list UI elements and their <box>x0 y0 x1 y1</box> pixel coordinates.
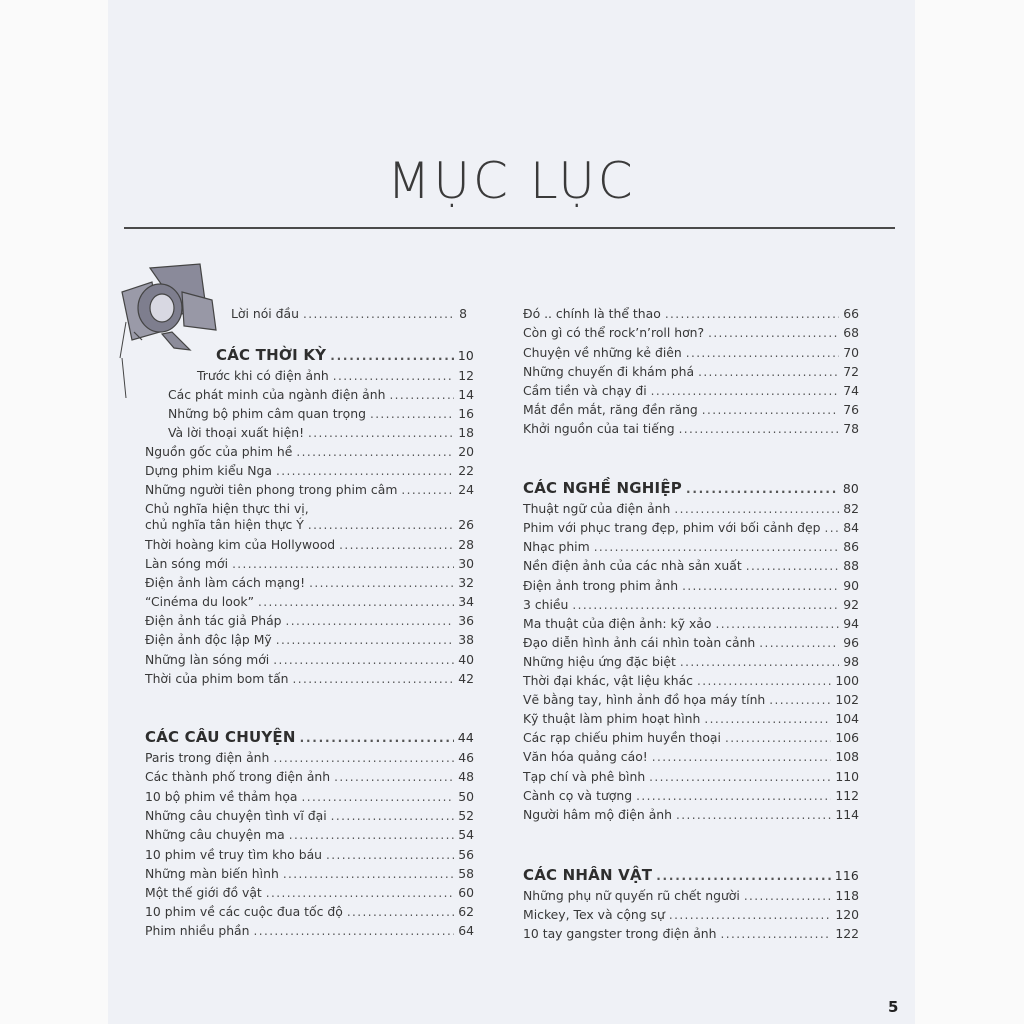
toc-entry-page: 14 <box>458 387 474 402</box>
dot-leader <box>331 809 455 823</box>
toc-entry[interactable] <box>145 923 474 938</box>
toc-entry-title: chủ nghĩa tân hiện thực Ý <box>145 517 304 532</box>
toc-entry[interactable] <box>145 463 474 478</box>
toc-entry-page: 96 <box>843 635 859 650</box>
toc-entry-title: Mắt đền mắt, răng đền răng <box>523 402 698 417</box>
toc-entry[interactable] <box>145 750 474 765</box>
toc-entry-page: 66 <box>843 306 859 321</box>
toc-entry-title: Điện ảnh trong phim ảnh <box>523 578 679 593</box>
toc-entry-page: 64 <box>458 923 474 938</box>
dot-leader <box>594 540 840 554</box>
background-right <box>915 0 1024 1024</box>
toc-entry-line1: Chủ nghĩa hiện thực thi vị, <box>145 501 309 516</box>
toc-entry-title: Những câu chuyện tình vĩ đại <box>145 808 327 823</box>
toc-entry-page: 102 <box>835 692 859 707</box>
dot-leader <box>656 869 831 883</box>
toc-entry[interactable] <box>523 692 859 707</box>
toc-entry-page: 62 <box>458 904 474 919</box>
dot-leader <box>300 731 454 745</box>
toc-entry-title: Thuật ngữ của điện ảnh <box>523 501 671 516</box>
dot-leader <box>302 790 455 804</box>
toc-entry[interactable] <box>145 444 474 459</box>
toc-entry[interactable] <box>523 730 859 745</box>
toc-entry-title: Dựng phim kiểu Nga <box>145 463 272 478</box>
toc-entry-page: 30 <box>458 556 474 571</box>
toc-entry-page: 104 <box>835 711 859 726</box>
toc-entry-page: 46 <box>458 750 474 765</box>
toc-entry-page: 68 <box>843 325 859 340</box>
toc-entry[interactable] <box>523 673 859 688</box>
toc-entry-title: Vẽ bằng tay, hình ảnh đồ họa máy tính <box>523 692 766 707</box>
dot-leader <box>370 407 454 421</box>
dot-leader <box>258 595 454 609</box>
dot-leader <box>308 518 454 532</box>
toc-section-stories[interactable] <box>145 728 474 746</box>
dot-leader <box>825 521 840 535</box>
toc-entry-page: 34 <box>458 594 474 609</box>
toc-entry[interactable] <box>145 808 474 823</box>
toc-entry-title: Làn sóng mới <box>145 556 229 571</box>
toc-entry-page: 110 <box>835 769 859 784</box>
toc-entry-title: Kỹ thuật làm phim hoạt hình <box>523 711 701 726</box>
toc-entry[interactable] <box>145 866 474 881</box>
toc-entry[interactable] <box>145 517 474 532</box>
toc-entry[interactable] <box>523 926 859 941</box>
toc-entry-page: 100 <box>835 673 859 688</box>
toc-entry-title: Lời nói đầu <box>231 306 299 321</box>
toc-entry[interactable] <box>523 325 859 340</box>
toc-entry-page: 54 <box>458 827 474 842</box>
toc-entry-page: 84 <box>843 520 859 535</box>
toc-entry-page: 90 <box>843 578 859 593</box>
toc-entry-page: 56 <box>458 847 474 862</box>
dot-leader <box>674 502 839 516</box>
dot-leader <box>330 349 454 363</box>
toc-section-periods[interactable] <box>216 346 474 364</box>
toc-entry-title: Cầm tiền và chạy đi <box>523 383 647 398</box>
title-divider <box>124 227 895 229</box>
dot-leader <box>276 633 454 647</box>
toc-entry[interactable] <box>523 539 859 554</box>
toc-entry[interactable] <box>145 556 474 571</box>
toc-entry[interactable] <box>523 558 859 573</box>
toc-entry[interactable] <box>523 364 859 379</box>
toc-entry-title: Các thành phố trong điện ảnh <box>145 769 331 784</box>
toc-entry-page: 118 <box>835 888 859 903</box>
dot-leader <box>347 905 454 919</box>
dot-leader <box>636 789 831 803</box>
toc-entry-page: 114 <box>835 807 859 822</box>
toc-entry-title: Những phụ nữ quyến rũ chết người <box>523 888 740 903</box>
toc-entry-title: 3 chiều <box>523 597 569 612</box>
dot-leader <box>686 482 839 496</box>
toc-entry[interactable] <box>523 616 859 631</box>
toc-entry-title: Cành cọ và tượng <box>523 788 633 803</box>
toc-entry-title: Những bộ phim câm quan trọng <box>168 406 366 421</box>
dot-leader <box>725 731 831 745</box>
dot-leader <box>697 674 831 688</box>
toc-entry-title: Một thế giới đồ vật <box>145 885 262 900</box>
dot-leader <box>273 751 454 765</box>
toc-entry[interactable] <box>523 769 859 784</box>
toc-entry-title: Đó .. chính là thể thao <box>523 306 661 321</box>
toc-entry-page: 42 <box>458 671 474 686</box>
toc-entry-title: Nền điện ảnh của các nhà sản xuất <box>523 558 742 573</box>
toc-entry[interactable] <box>523 345 859 360</box>
toc-entry-page: 22 <box>458 463 474 478</box>
dot-leader <box>649 770 831 784</box>
toc-entry-title: Còn gì có thể rock’n’roll hơn? <box>523 325 705 340</box>
toc-entry[interactable] <box>168 425 474 440</box>
toc-entry[interactable] <box>145 847 474 862</box>
toc-entry-title: 10 phim về các cuộc đua tốc độ <box>145 904 343 919</box>
section-title: CÁC NGHỀ NGHIỆP <box>523 479 682 497</box>
toc-entry-page: 70 <box>843 345 859 360</box>
toc-entry[interactable] <box>145 632 474 647</box>
toc-entry-page: 82 <box>843 501 859 516</box>
section-title: CÁC NHÂN VẬT <box>523 866 653 884</box>
toc-entry-title: Trước khi có điện ảnh <box>197 368 329 383</box>
toc-entry-page: 8 <box>459 306 467 321</box>
dot-leader <box>232 557 454 571</box>
dot-leader <box>702 403 839 417</box>
toc-entry[interactable] <box>145 769 474 784</box>
dot-leader <box>698 365 839 379</box>
dot-leader <box>651 384 840 398</box>
toc-entry-title: Các rạp chiếu phim huyền thoại <box>523 730 721 745</box>
toc-entry-page: 106 <box>835 730 859 745</box>
toc-entry-page: 12 <box>458 368 474 383</box>
toc-entry-page: 98 <box>843 654 859 669</box>
toc-entry-title: Nguồn gốc của phim hề <box>145 444 293 459</box>
toc-entry-title: Đạo diễn hình ảnh cái nhìn toàn cảnh <box>523 635 756 650</box>
toc-entry[interactable] <box>145 613 474 628</box>
dot-leader <box>665 307 839 321</box>
section-title: CÁC THỜI KỲ <box>216 346 327 364</box>
toc-entry-page: 120 <box>835 907 859 922</box>
toc-entry-page: 74 <box>843 383 859 398</box>
toc-entry-page: 36 <box>458 613 474 628</box>
toc-entry[interactable] <box>523 711 859 726</box>
toc-entry-title: Và lời thoại xuất hiện! <box>168 425 305 440</box>
toc-entry-page: 72 <box>843 364 859 379</box>
toc-entry-page: 78 <box>843 421 859 436</box>
toc-entry-title: 10 phim về truy tìm kho báu <box>145 847 323 862</box>
dot-leader <box>676 808 831 822</box>
toc-entry-title: Những màn biến hình <box>145 866 279 881</box>
toc-entry[interactable] <box>523 807 859 822</box>
toc-entry-title: Chuyện về những kẻ điên <box>523 345 682 360</box>
toc-entry[interactable] <box>523 520 859 535</box>
section-title: CÁC CÂU CHUYỆN <box>145 728 296 746</box>
section-page: 116 <box>834 868 859 883</box>
dot-leader <box>708 326 839 340</box>
dot-leader <box>401 483 454 497</box>
toc-entry-page: 52 <box>458 808 474 823</box>
toc-entry[interactable] <box>145 652 474 667</box>
toc-entry-page: 32 <box>458 575 474 590</box>
toc-entry-title: Điện ảnh độc lập Mỹ <box>145 632 272 647</box>
toc-entry[interactable] <box>523 635 859 650</box>
toc-entry-page: 108 <box>835 749 859 764</box>
dot-leader <box>326 848 454 862</box>
toc-entry-page: 40 <box>458 652 474 667</box>
dot-leader <box>769 693 831 707</box>
dot-leader <box>389 388 454 402</box>
toc-entry[interactable] <box>523 888 859 903</box>
dot-leader <box>721 927 832 941</box>
toc-entry-title: 10 bộ phim về thảm họa <box>145 789 298 804</box>
section-page: 80 <box>842 481 859 496</box>
toc-entry-title: Thời hoàng kim của Hollywood <box>145 537 336 552</box>
dot-leader <box>669 908 831 922</box>
toc-entry-title: 10 tay gangster trong điện ảnh <box>523 926 717 941</box>
toc-entry[interactable] <box>145 904 474 919</box>
toc-entry-page: 16 <box>458 406 474 421</box>
toc-entry[interactable] <box>523 383 859 398</box>
toc-entry-title: Phim với phục trang đẹp, phim với bối cảnh đẹp <box>523 520 821 535</box>
toc-entry[interactable] <box>523 749 859 764</box>
toc-entry[interactable] <box>145 482 474 497</box>
toc-entry-page: 20 <box>458 444 474 459</box>
toc-entry[interactable] <box>145 827 474 842</box>
toc-section-professions[interactable] <box>523 479 859 497</box>
dot-leader <box>704 712 831 726</box>
toc-entry-title: Điện ảnh làm cách mạng! <box>145 575 306 590</box>
toc-entry-title: Những làn sóng mới <box>145 652 270 667</box>
toc-entry-page: 60 <box>458 885 474 900</box>
toc-entry[interactable] <box>145 594 474 609</box>
toc-entry-page: 86 <box>843 539 859 554</box>
dot-leader <box>273 653 454 667</box>
toc-entry[interactable] <box>523 578 859 593</box>
dot-leader <box>296 445 454 459</box>
toc-entry-title: Nhạc phim <box>523 539 590 554</box>
dot-leader <box>254 924 455 938</box>
toc-entry-page: 112 <box>835 788 859 803</box>
toc-entry[interactable] <box>145 789 474 804</box>
toc-entry-title: Thời đại khác, vật liệu khác <box>523 673 693 688</box>
toc-entry-page: 122 <box>835 926 859 941</box>
toc-entry[interactable] <box>523 597 859 612</box>
toc-entry[interactable] <box>168 406 474 421</box>
dot-leader <box>744 889 832 903</box>
dot-leader <box>266 886 454 900</box>
toc-entry-title: Các phát minh của ngành điện ảnh <box>168 387 386 402</box>
toc-entry-page: 18 <box>458 425 474 440</box>
toc-entry-title: Mickey, Tex và cộng sự <box>523 907 665 922</box>
toc-entry-title: Những người tiên phong trong phim câm <box>145 482 398 497</box>
section-page: 44 <box>457 730 474 745</box>
toc-entry[interactable] <box>145 537 474 552</box>
toc-entry-page: 26 <box>458 517 474 532</box>
toc-entry[interactable] <box>197 368 474 383</box>
toc-entry[interactable] <box>145 885 474 900</box>
toc-entry-page: 24 <box>458 482 474 497</box>
section-page: 10 <box>457 348 474 363</box>
toc-entry-title: Người hâm mộ điện ảnh <box>523 807 673 822</box>
dot-leader <box>679 422 840 436</box>
dot-leader <box>303 307 455 321</box>
dot-leader <box>715 617 839 631</box>
dot-leader <box>333 369 454 383</box>
toc-entry[interactable] <box>523 788 859 803</box>
dot-leader <box>652 750 832 764</box>
toc-entry-page: 88 <box>843 558 859 573</box>
toc-entry-title: Thời của phim bom tấn <box>145 671 289 686</box>
toc-entry-page: 48 <box>458 769 474 784</box>
dot-leader <box>309 576 454 590</box>
toc-entry[interactable] <box>145 575 474 590</box>
dot-leader <box>334 770 454 784</box>
toc-entry-title: Điện ảnh tác giả Pháp <box>145 613 282 628</box>
dot-leader <box>746 559 840 573</box>
toc-entry[interactable] <box>168 387 474 402</box>
toc-entry-page: 58 <box>458 866 474 881</box>
dot-leader <box>276 464 454 478</box>
page-number: 5 <box>888 998 899 1016</box>
toc-entry-title: Khởi nguồn của tai tiếng <box>523 421 675 436</box>
toc-entry[interactable] <box>523 421 859 436</box>
toc-entry-page: 94 <box>843 616 859 631</box>
toc-entry[interactable] <box>523 402 859 417</box>
dot-leader <box>680 655 839 669</box>
dot-leader <box>686 346 839 360</box>
dot-leader <box>289 828 454 842</box>
toc-entry-title: Phim nhiều phần <box>145 923 250 938</box>
page-title: MỤC LỤC <box>387 152 636 210</box>
toc-entry-title: Văn hóa quảng cáo! <box>523 749 648 764</box>
toc-entry-intro[interactable] <box>231 306 467 321</box>
dot-leader <box>339 538 454 552</box>
toc-entry-page: 50 <box>458 789 474 804</box>
dot-leader <box>759 636 839 650</box>
background-left <box>0 0 108 1024</box>
dot-leader <box>308 426 454 440</box>
dot-leader <box>572 598 839 612</box>
toc-entry-page: 38 <box>458 632 474 647</box>
toc-entry-page: 92 <box>843 597 859 612</box>
toc-entry[interactable] <box>523 907 859 922</box>
toc-entry-title: Tạp chí và phê bình <box>523 769 646 784</box>
toc-entry-title: “Cinéma du look” <box>145 594 255 609</box>
toc-entry-title: Ma thuật của điện ảnh: kỹ xảo <box>523 616 712 631</box>
toc-entry[interactable] <box>145 671 474 686</box>
toc-entry-page: 76 <box>843 402 859 417</box>
dot-leader <box>286 614 455 628</box>
toc-entry-page: 28 <box>458 537 474 552</box>
toc-entry[interactable] <box>523 306 859 321</box>
toc-entry-title: Paris trong điện ảnh <box>145 750 270 765</box>
toc-entry-title: Những chuyến đi khám phá <box>523 364 695 379</box>
dot-leader <box>293 672 455 686</box>
toc-entry[interactable] <box>523 501 859 516</box>
dot-leader <box>682 579 839 593</box>
toc-entry-title: Những hiệu ứng đặc biệt <box>523 654 676 669</box>
dot-leader <box>283 867 454 881</box>
toc-entry-title: Những câu chuyện ma <box>145 827 285 842</box>
toc-section-characters[interactable] <box>523 866 859 884</box>
toc-entry[interactable] <box>523 654 859 669</box>
